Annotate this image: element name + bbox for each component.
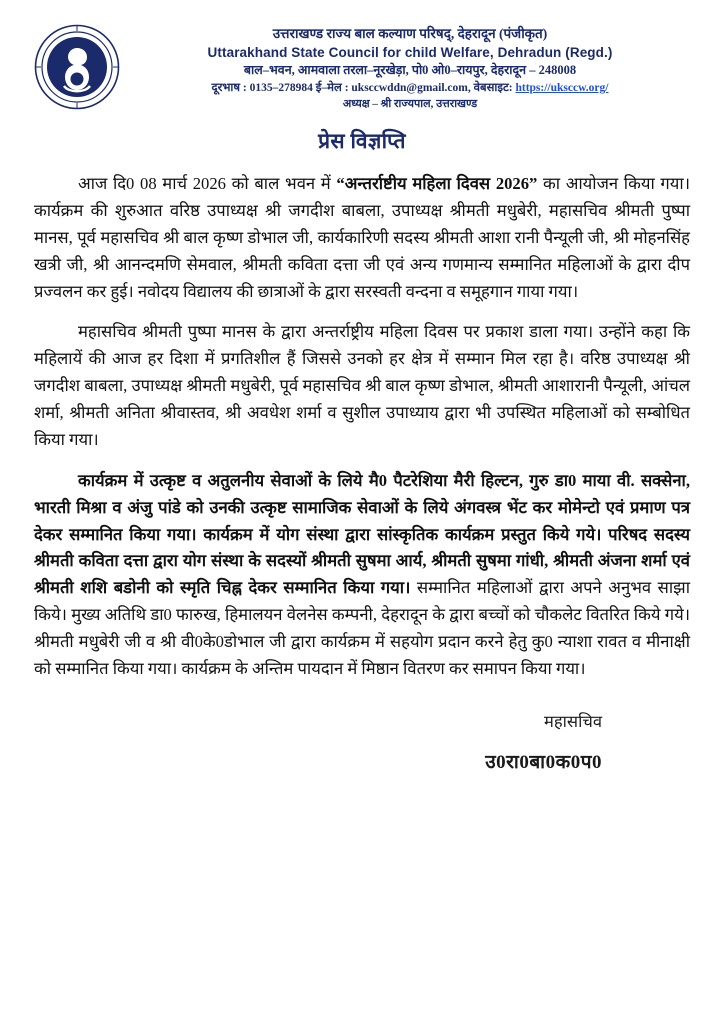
phone-label: दूरभाष : 0135–278984 ई–मेल : bbox=[211, 82, 349, 95]
paragraph-2 bbox=[34, 319, 690, 453]
text-run: आज दि0 08 मार्च 2026 को बाल भवन में bbox=[78, 174, 337, 193]
org-contact-line bbox=[130, 80, 690, 96]
signatory-organization: उ0रा0बा0क0प0 bbox=[485, 751, 602, 773]
paragraph-3 bbox=[34, 468, 690, 683]
text-run: सम्मानित महिलाओं द्वारा अपने अनुभव साझा किये। मुख्य अतिथि डा0 फारुख, हिमालयन वेलनेस कम्पनी, देहरादून के द्वारा बच्चों को चौकलेट वितरित किये गये। श्रीमती मधुबेरी जी व श्री वी0के0डोभाल जी द्वारा कार्यक्रम में सहयोग प्रदान करने हेतु कु0 न्याशा रावत व मीनाक्षी को सम्मानित किया गया। कार्यक्रम के अन्तिम पायदान में मिष्ठान वितरण कर समापन किया गया। bbox=[34, 578, 691, 678]
org-name-english: Uttarakhand State Council for child Welfare, Dehradun (Regd.) bbox=[207, 45, 613, 61]
email-address[interactable]: uksccwddn@gmail.com bbox=[351, 82, 468, 95]
text-run: का आयोजन किया गया। कार्यक्रम की शुरुआत वरिष्ठ उपाध्यक्ष श्री जगदीश बाबला, उपाध्यक्ष श्रीमती मधुबेरी, महासचिव श्रीमती पुष्पा मानस, पूर्व महासचिव श्री बाल कृष्ण डोभाल जी, कार्यकारिणी सदस्य श्रीमती आशा रानी पैन्यूली जी, श्री मोहनसिंह खत्री जी, श्री आनन्दमणि सेमवाल, श्रीमती कविता दत्ता जी एवं अन्य गणमान्य सम्मानित महिलाओं के द्वारा दीप प्रज्वलन कर हुई। नवोदय विद्यालय की छात्राओं के द्वारा सरस्वती वन्दना व समूहगान गाया गया। bbox=[34, 174, 690, 301]
website-url[interactable]: https://uksccw.org/ bbox=[515, 82, 609, 95]
org-name-hindi: उत्तराखण्ड राज्य बाल कल्याण परिषद्, देहरादून (पंजीकृत) bbox=[272, 26, 548, 41]
text-run: “अन्तर्राष्टीय महिला दिवस 2026” bbox=[336, 174, 538, 193]
org-address: बाल–भवन, आमवाला तरला–नूरखेड़ा, पो0 ओ0–रायपुर, देहरादून – 248008 bbox=[243, 63, 577, 78]
patron-line: अध्यक्ष – श्री राज्यपाल, उत्तराखण्ड bbox=[342, 98, 478, 111]
council-emblem-logo bbox=[34, 24, 120, 110]
page-title: प्रेस विज्ञप्ति bbox=[318, 129, 406, 153]
signature-block bbox=[34, 709, 690, 774]
text-run: कार्यक्रम में उत्कृष्ट व अतुलनीय सेवाओं के लिये मै0 पैटरेशिया मैरी हिल्टन, गुरु डा0 माया वी. सक्सेना, भारती मिश्रा व अंजु पांडे को उनकी उत्कृष्ट सामाजिक सेवाओं के लिये अंगवस्त्र भेंट कर मोमेन्टो एवं प्रमाण पत्र देकर सम्मानित किया गया। कार्यक्रम में योग संस्था द्वारा सांस्कृतिक कार्यक्रम प्रस्तुत किये गये। परिषद सदस्य श्रीमती कविता दत्ता द्वारा योग संस्था के सदस्यों श्रीमती सुषमा आर्य, श्रीमती सुषमा गांधी, श्रीमती अंजना शर्मा एवं श्रीमती शशि बडोनी को स्मृति चिह्न देकर सम्मानित किया गया। bbox=[34, 470, 690, 598]
paragraph-1 bbox=[34, 171, 690, 305]
press-release-body bbox=[34, 171, 690, 683]
letterhead-text-block bbox=[130, 22, 690, 113]
signatory-designation: महासचिव bbox=[544, 711, 602, 731]
letterhead bbox=[34, 22, 690, 113]
text-run: महासचिव श्रीमती पुष्पा मानस के द्वारा अन्तर्राष्ट्रीय महिला दिवस पर प्रकाश डाला गया। उन्होंने कहा कि महिलायें की आज हर दिशा में प्रगतिशील हैं जिससे उनको हर क्षेत्र में सम्मान मिल रहा है। वरिष्ठ उपाध्यक्ष श्री जगदीश बाबला, उपाध्यक्ष श्रीमती मधुबेरी, पूर्व महासचिव श्री बाल कृष्ण डोभाल, श्रीमती आशारानी पैन्यूली, आंचल शर्मा, श्रीमती अनिता श्रीवास्तव, श्री अवधेश शर्मा व सुशील उपाध्याय द्वारा भी उपस्थित महिलाओं को सम्बोधित किया गया। bbox=[34, 322, 690, 449]
website-label: , वेबसाइट: bbox=[467, 82, 513, 95]
